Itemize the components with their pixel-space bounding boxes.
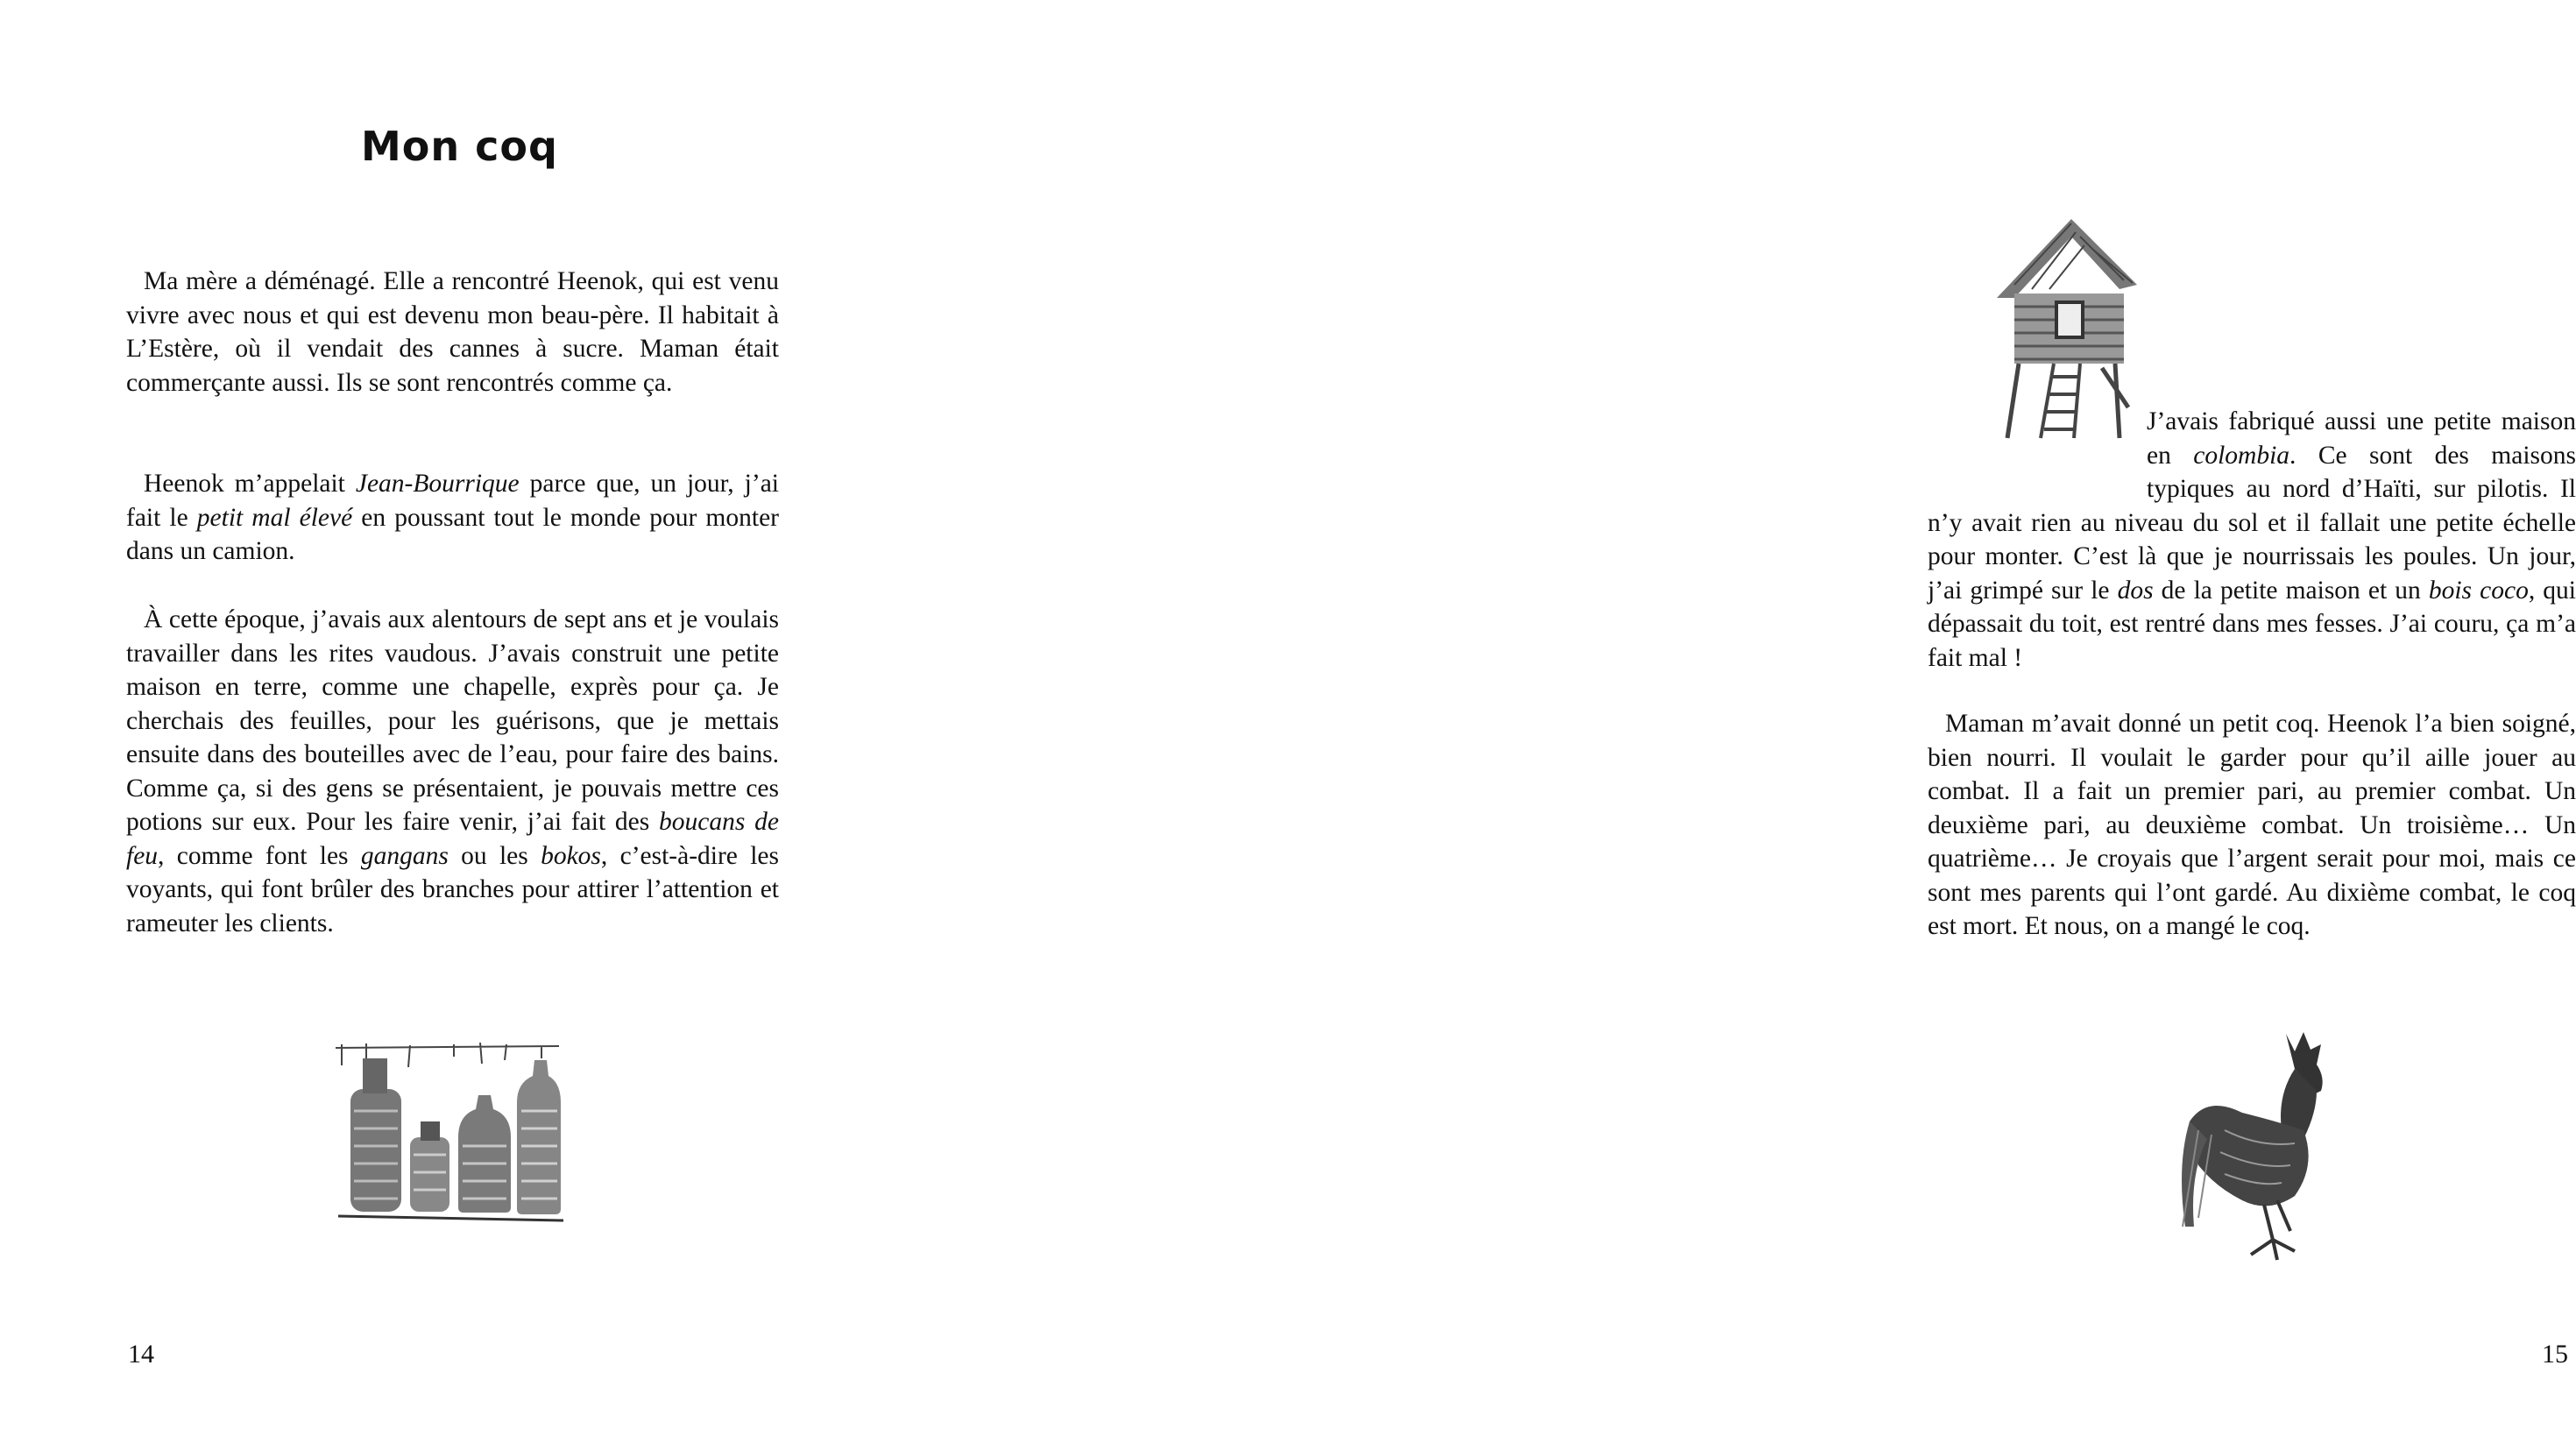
- bottles-woodcut-illustration: [331, 1041, 568, 1234]
- rooster-woodcut-illustration: [2172, 1025, 2347, 1266]
- text-run: , c’est-à-dire les voyants, qui font brûler des branches pour attirer l’attention et rameuter les clients.: [126, 841, 779, 937]
- text-run: parce que, un jour, j’ai fait le: [126, 470, 779, 532]
- italic-text-run: bokos: [541, 841, 601, 870]
- text-run: Ma mère a déménagé. Elle a rencontré Heenok, qui est venu vivre avec nous et qui est devenu mon beau-père. Il habitait à L’Estère, où il vendait des cannes à sucre. Maman était commerçante aussi. Ils se sont rencontrés comme ça.: [126, 267, 779, 397]
- italic-text-run: bois coco: [2428, 576, 2529, 605]
- left-paragraph-3: [126, 603, 779, 940]
- text-run: , qui dépassait du toit, est rentré dans mes fesses. J’ai couru, ça m’a fait mal !: [1928, 576, 2576, 672]
- page-number-left: 14: [128, 1340, 154, 1369]
- left-paragraph-1: [126, 265, 779, 400]
- text-run: . Ce sont des maisons typiques au nord d’Haïti, sur pilotis. Il n’y avait rien au niveau du sol et il fallait une petite échelle pour monter. C’est là que je nourrissais les poules. Un jour, j’ai grimpé sur le: [1928, 441, 2576, 605]
- text-run: , comme font les: [158, 841, 361, 870]
- page-number-right: 15: [2542, 1340, 2568, 1369]
- chapter-title: Mon coq: [361, 123, 558, 170]
- text-run: en poussant tout le monde pour monter dans un camion.: [126, 503, 779, 565]
- italic-text-run: gangans: [360, 841, 449, 870]
- italic-text-run: dos: [2117, 576, 2154, 605]
- text-run: de la petite maison et un: [2153, 576, 2429, 605]
- right-page: [897, 0, 2576, 1436]
- left-paragraph-2: [126, 467, 779, 569]
- italic-text-run: colombia: [2193, 441, 2290, 470]
- text-run: ou les: [448, 841, 541, 870]
- left-page: [0, 0, 897, 1436]
- right-paragraph-1: [1928, 405, 2576, 675]
- italic-text-run: boucans de feu: [126, 808, 779, 870]
- italic-text-run: Jean-Bourrique: [355, 470, 520, 498]
- text-run: Maman m’avait donné un petit coq. Heenok l’a bien soigné, bien nourri. Il voulait le garder pour qu’il aille jouer au combat. Il a fait un premier pari, au premier combat. Un deuxième pari, au deuxième combat. Un troisième… Un quatrième… Je croyais que l’argent serait pour moi, mais ce sont mes parents qui l’ont gardé. Au dixième combat, le coq est mort. Et nous, on a mangé le coq.: [1928, 710, 2576, 940]
- text-run: Heenok m’appelait: [144, 470, 356, 498]
- right-paragraph-2: [1928, 707, 2576, 944]
- italic-text-run: petit mal élevé: [196, 503, 353, 532]
- text-run: J’avais fabriqué aussi une petite maison en: [2147, 407, 2576, 470]
- text-run: À cette époque, j’avais aux alentours de sept ans et je voulais travailler dans les rites vaudous. J’avais construit une petite maison en terre, comme une chapelle, exprès pour ça. Je cherchais des feuilles, pour les guérisons, que je mettais ensuite dans des bouteilles avec de l’eau, pour faire des bains. Comme ça, si des gens se présentaient, je pouvais mettre ces potions sur eux. Pour les faire venir, j’ai fait des: [126, 605, 779, 836]
